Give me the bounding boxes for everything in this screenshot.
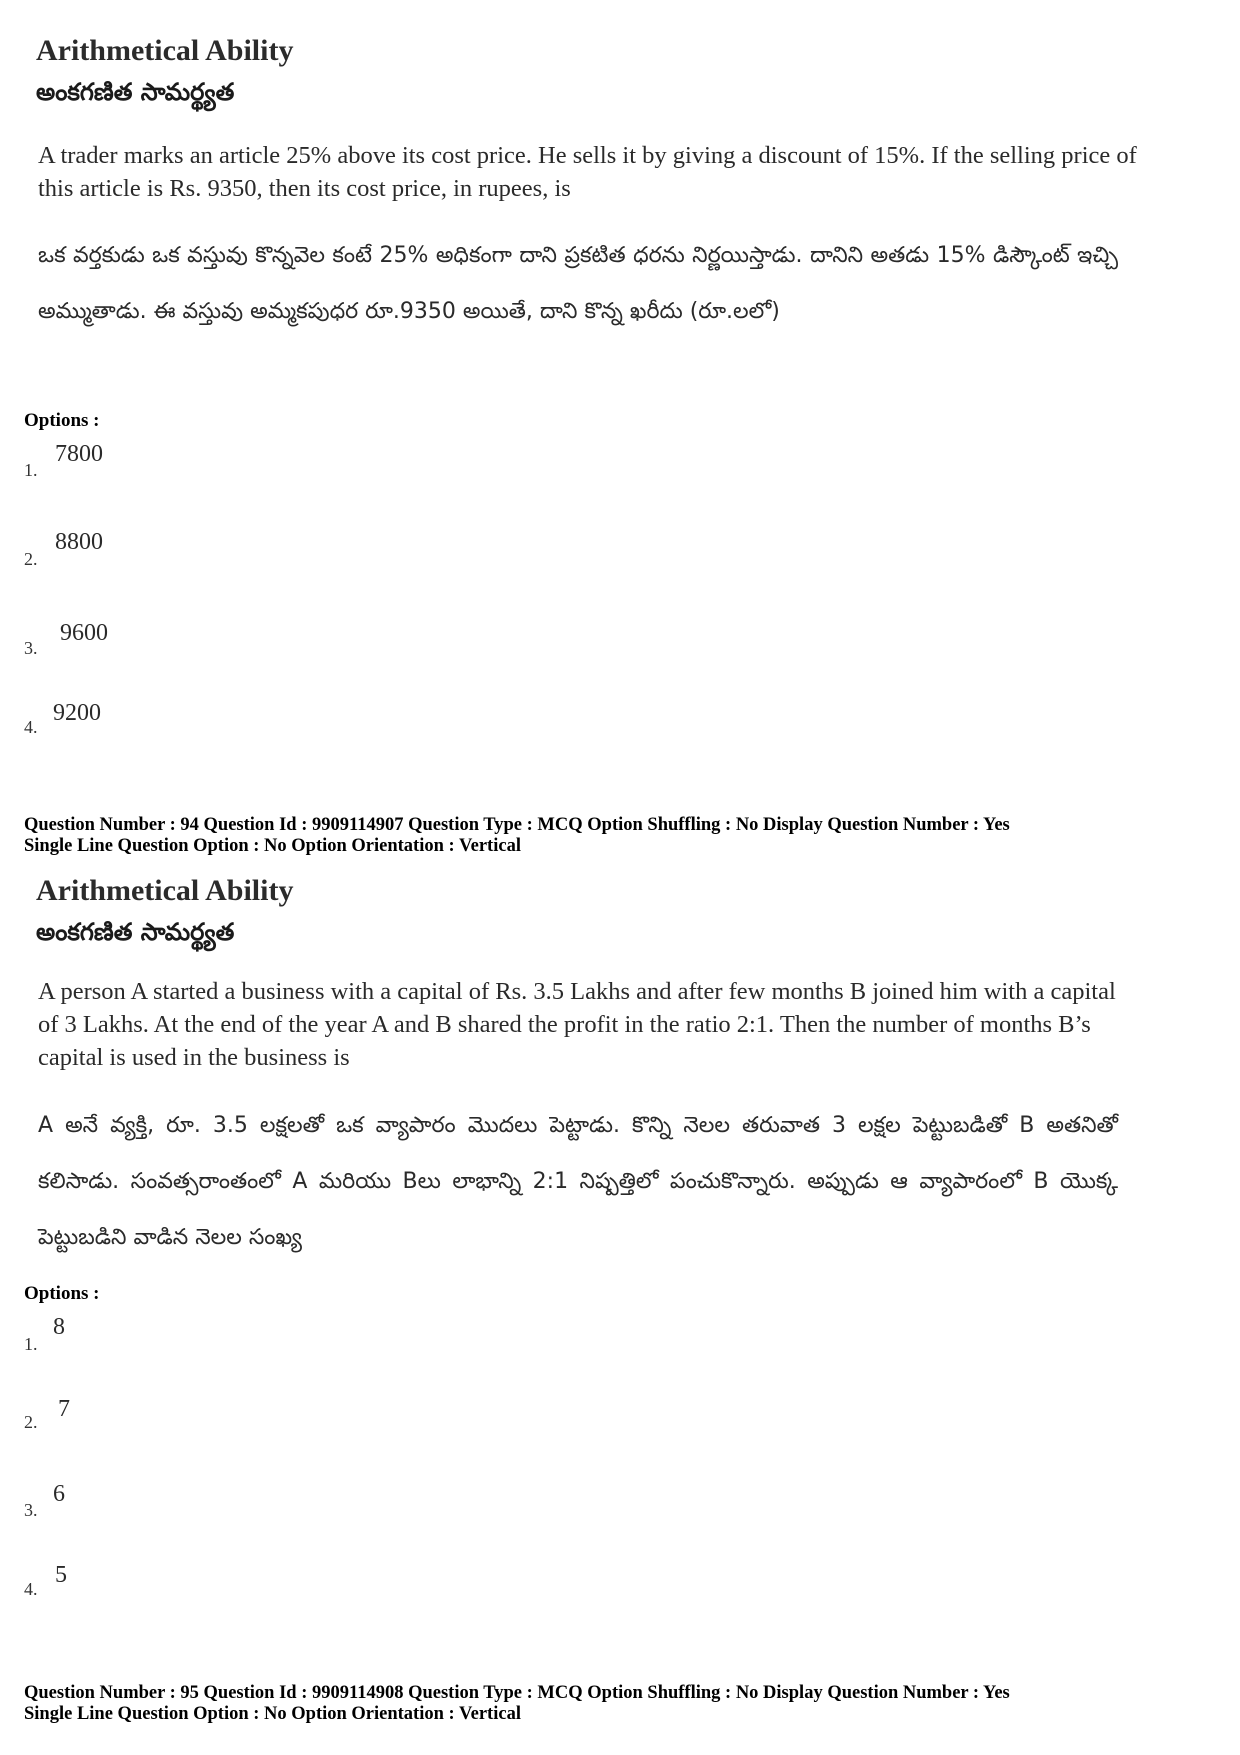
option-number: 3. (24, 1500, 38, 1520)
options-label: Options : (24, 1283, 100, 1304)
options-label: Options : (24, 410, 100, 431)
question-meta (24, 1683, 1224, 1725)
option-number: 4. (24, 717, 38, 737)
option-value[interactable]: 6 (53, 1481, 65, 1507)
question-meta-line: Single Line Question Option : No Option Orientation : Vertical (24, 836, 521, 856)
option-value[interactable]: 7 (58, 1396, 70, 1422)
option-number: 2. (24, 549, 38, 569)
option-value[interactable]: 9600 (60, 620, 108, 646)
option-number: 1. (24, 460, 38, 480)
question-meta-line: Single Line Question Option : No Option Orientation : Vertical (24, 1704, 521, 1724)
option-value[interactable]: 9200 (53, 700, 101, 726)
subject-title: Arithmetical Ability (36, 34, 294, 67)
option-number: 1. (24, 1334, 38, 1354)
question-text-english: A person A started a business with a capital of Rs. 3.5 Lakhs and after few months B joined him with a capital of 3 Lakhs. At the end of the year A and B shared the profit in the ratio 2:1. Then the number of months B’s capital is used in the business is (38, 978, 1116, 1071)
option-value[interactable]: 8 (53, 1314, 65, 1340)
question-meta (24, 815, 1224, 857)
question-text-telugu: ఒక వర్తకుడు ఒక వస్తువు కొన్నవెల కంటే 25% అధికంగా దాని ప్రకటిత ధరను నిర్ణయిస్తాడు. దానిని అతడు 15% డిస్కౌంట్ ఇచ్చి అమ్ముతాడు. ఈ వస్తువు అమ్మకపుధర రూ.9350 అయితే, దాని కొన్న ఖరీదు (రూ.లలో) (38, 243, 1118, 324)
question-text-telugu: A అనే వ్యక్తి, రూ. 3.5 లక్షలతో ఒక వ్యాపారం మొదలు పెట్టాడు. కొన్ని నెలల తరువాత 3 లక్షల పెట్టుబడితో B అతనితో కలిసాడు. సంవత్సరాంతంలో A మరియు Bలు లాభాన్ని 2:1 నిష్పత్తిలో పంచుకొన్నారు. అప్పుడు ఆ వ్యాపారంలో B యొక్క పెట్టుబడిని వాడిన నెలల సంఖ్య (38, 1113, 1118, 1250)
option-number: 3. (24, 638, 38, 658)
question-meta-line: Question Number : 95 Question Id : 9909114908 Question Type : MCQ Option Shuffling : No Display Question Number : Yes (24, 1683, 1010, 1703)
subject-title-telugu: అంకగణిత సామర్థ్యత (36, 78, 235, 106)
option-value[interactable]: 8800 (55, 529, 103, 555)
subject-title: Arithmetical Ability (36, 874, 294, 907)
option-number: 4. (24, 1579, 38, 1599)
option-value[interactable]: 5 (55, 1562, 67, 1588)
question-meta-line: Question Number : 94 Question Id : 9909114907 Question Type : MCQ Option Shuffling : No Display Question Number : Yes (24, 815, 1010, 835)
subject-title-telugu: అంకగణిత సామర్థ్యత (36, 918, 235, 946)
option-value[interactable]: 7800 (55, 441, 103, 467)
question-text-english: A trader marks an article 25% above its cost price. He sells it by giving a discount of 15%. If the selling price of this article is Rs. 9350, then its cost price, in rupees, is (38, 142, 1137, 202)
option-number: 2. (24, 1412, 38, 1432)
